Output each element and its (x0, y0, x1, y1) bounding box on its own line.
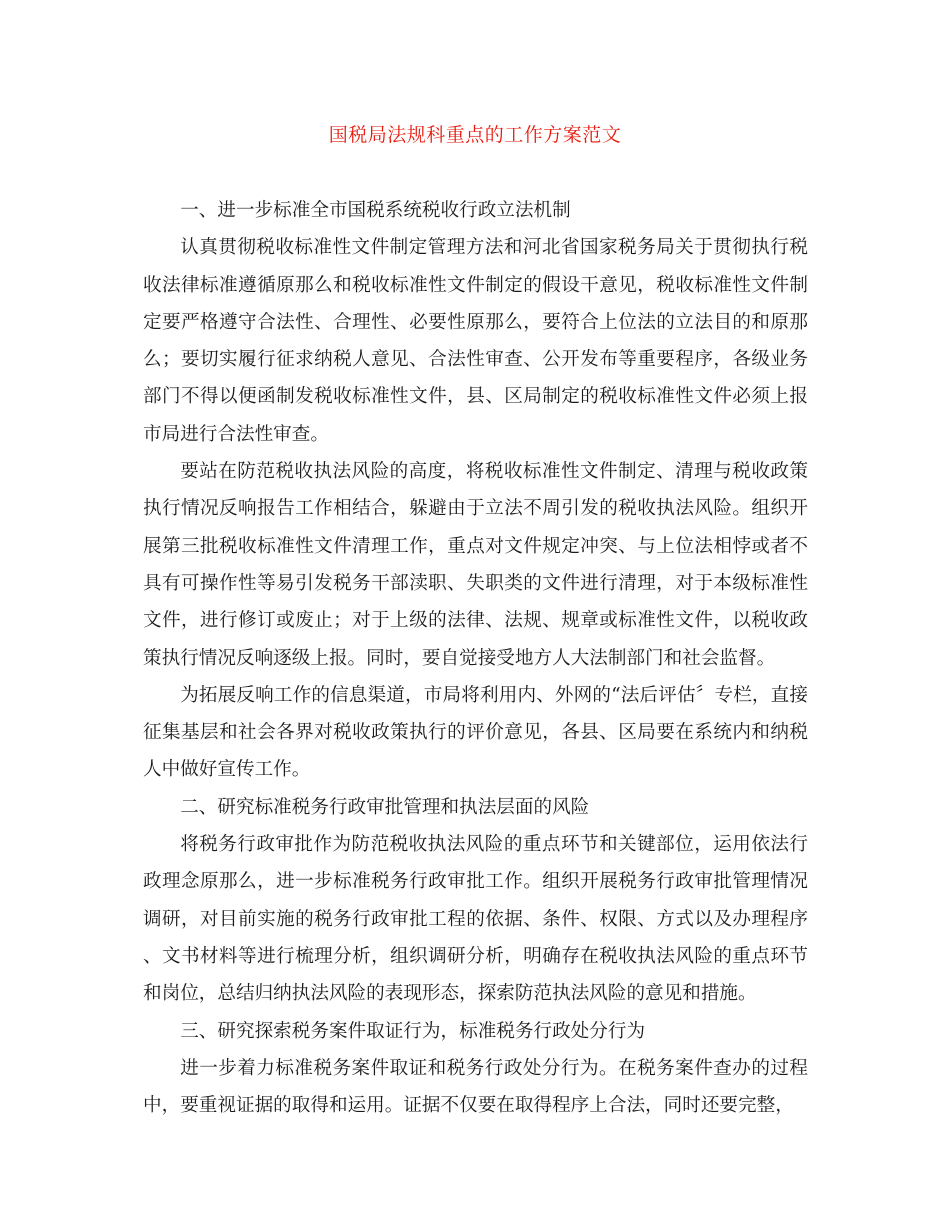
paragraph: 要站在防范税收执法风险的高度，将税收标准性文件制定、清理与税收政策执行情况反响报告工作相结合，躲避由于立法不周引发的税收执法风险。组织开展第三批税收标准性文件清理工作，重点对文件规定冲突、与上位法相悖或者不具有可操作性等易引发税务干部渎职、失职类的文件进行清理，对于本级标准性文件，进行修订或废止；对于上级的法律、法规、规章或标准性文件，以税收政策执行情况反响逐级上报。同时，要自觉接受地方人大法制部门和社会监督。 (143, 461, 808, 669)
paragraph: 认真贯彻税收标准性文件制定管理方法和河北省国家税务局关于贯彻执行税收法律标准遵循原那么和税收标准性文件制定的假设干意见，税收标准性文件制定要严格遵守合法性、合理性、必要性原那么，要符合上位法的立法目的和原那么；要切实履行征求纳税人意见、合法性审查、公开发布等重要程序，各级业务部门不得以便函制发税收标准性文件，县、区局制定的税收标准性文件必须上报市局进行合法性审查。 (143, 237, 808, 445)
paragraph: 为拓展反响工作的信息渠道，市局将利用内、外网的“法后评估〞专栏，直接征集基层和社会各界对税收政策执行的评价意见，各县、区局要在系统内和纳税人中做好宣传工作。 (143, 684, 808, 781)
section-heading-1: 一、进一步标准全市国税系统税收行政立法机制 (180, 200, 571, 221)
paragraph: 进一步着力标准税务案件取证和税务行政处分行为。在税务案件查办的过程中，要重视证据的取得和运用。证据不仅要在取得程序上合法，同时还要完整， (143, 1057, 808, 1117)
document-title: 国税局法规科重点的工作方案范文 (328, 124, 622, 146)
section-heading-3: 三、研究探索税务案件取证行为，标准税务行政处分行为 (180, 1020, 646, 1042)
section-heading-2: 二、研究标准税务行政审批管理和执法层面的风险 (180, 796, 590, 818)
paragraph: 将税务行政审批作为防范税收执法风险的重点环节和关键部位，运用依法行政理念原那么，进一步标准税务行政审批工作。组织开展税务行政审批管理情况调研，对目前实施的税务行政审批工程的依据、条件、权限、方式以及办理程序、文书材料等进行梳理分析，组织调研分析，明确存在税收执法风险的重点环节和岗位，总结归纳执法风险的表现形态，探索防范执法风险的意见和措施。 (143, 834, 808, 1005)
document-body (143, 192, 808, 1124)
